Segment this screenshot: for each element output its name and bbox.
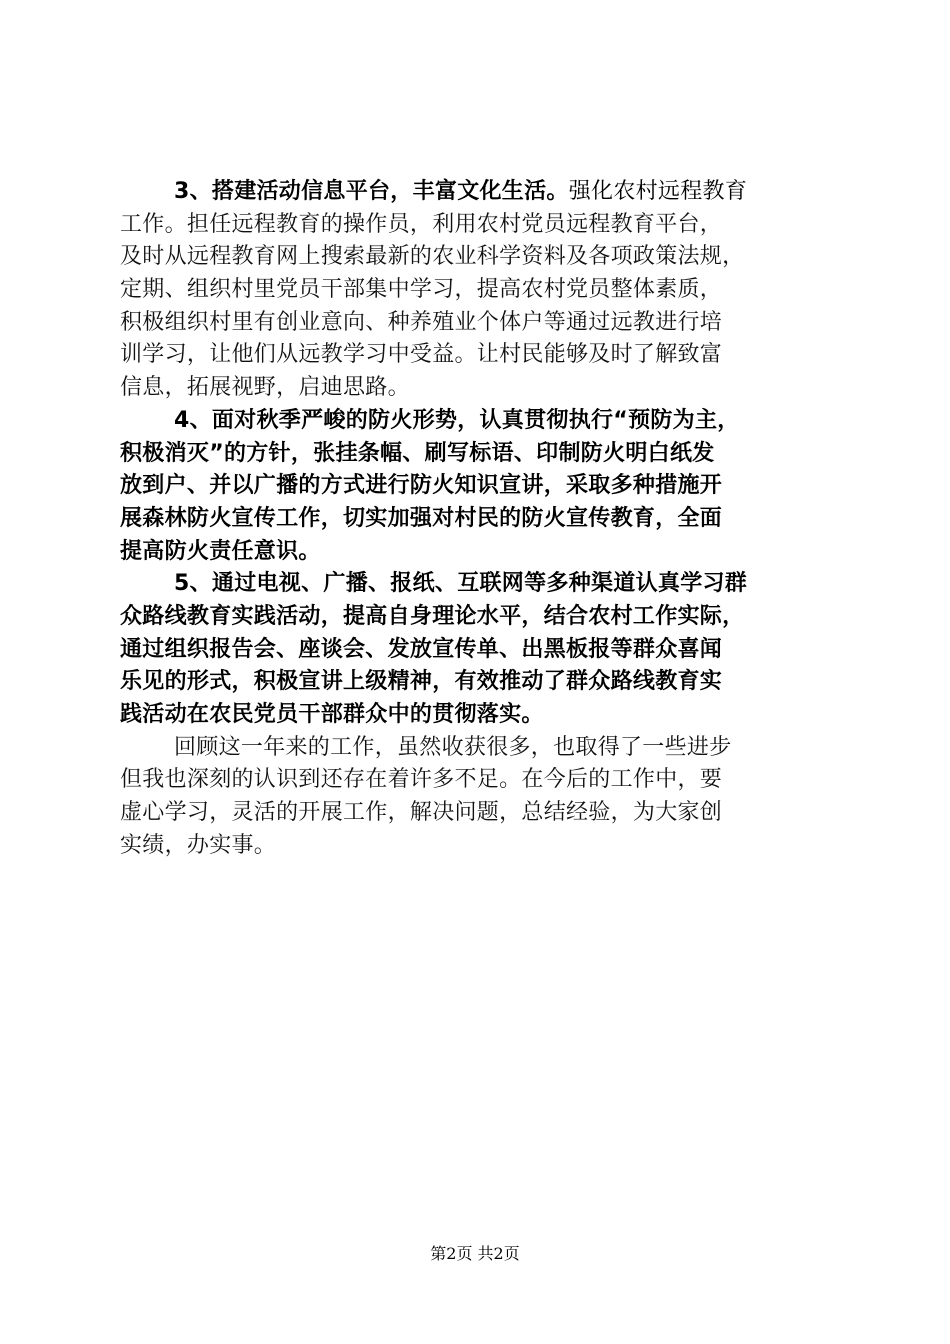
paragraph-3-line-4: 定期、组织村里党员干部集中学习，提高农村党员整体素质，	[120, 277, 723, 303]
paragraph-6-line-4: 实绩，办实事。	[120, 832, 277, 858]
paragraph-3-line-2: 工作。担任远程教育的操作员，利用农村党员远程教育平台，	[120, 211, 723, 237]
paragraph-4-line-2: 积极消灭”的方针，张挂条幅、刷写标语、印制防火明白纸发	[120, 440, 715, 466]
paragraph-4-line-4: 展森林防火宣传工作，切实加强对村民的防火宣传教育，全面	[120, 505, 723, 531]
paragraph-3-line-6: 训学习，让他们从远教学习中受益。让村民能够及时了解致富	[120, 342, 723, 368]
paragraph-4-line-3: 放到户、并以广播的方式进行防火知识宣讲，采取多种措施开	[120, 473, 723, 499]
paragraph-6-line-3: 虚心学习，灵活的开展工作，解决问题，总结经验，为大家创	[120, 800, 723, 826]
paragraph-5-line-1: 5、通过电视、广播、报纸、互联网等多种渠道认真学习群	[174, 571, 748, 597]
body-text	[120, 176, 840, 862]
paragraph-3-heading: 3、搭建活动信息平台，丰富文化生活。	[174, 179, 569, 204]
page-footer: 第2页 共2页	[430, 1244, 520, 1263]
paragraph-4-line-1: 4、面对秋季严峻的防火形势，认真贯彻执行“预防为主，	[174, 407, 740, 433]
paragraph-3-line-1	[120, 176, 840, 209]
paragraph-5-line-5: 践活动在农民党员干部群众中的贯彻落实。	[120, 702, 544, 727]
paragraph-6-line-1: 回顾这一年来的工作，虽然收获很多，也取得了一些进步	[174, 734, 732, 760]
paragraph-3-text: 强化农村远程教育	[568, 179, 748, 204]
paragraph-3-line-3: 及时从远程教育网上搜索最新的农业科学资料及各项政策法规，	[120, 244, 745, 270]
paragraph-5-line-3: 通过组织报告会、座谈会、发放宣传单、出黑板报等群众喜闻	[120, 636, 723, 662]
paragraph-3-line-5: 积极组织村里有创业意向、种养殖业个体户等通过远教进行培	[120, 309, 723, 335]
paragraph-6-line-2: 但我也深刻的认识到还存在着许多不足。在今后的工作中，要	[120, 767, 723, 793]
paragraph-4-line-5: 提高防火责任意识。	[120, 538, 321, 564]
paragraph-5-line-2: 众路线教育实践活动，提高自身理论水平，结合农村工作实际，	[120, 603, 745, 629]
paragraph-5-line-4: 乐见的形式，积极宣讲上级精神，有效推动了群众路线教育实	[120, 669, 723, 695]
paragraph-3-line-7: 信息，拓展视野，启迪思路。	[120, 375, 410, 401]
